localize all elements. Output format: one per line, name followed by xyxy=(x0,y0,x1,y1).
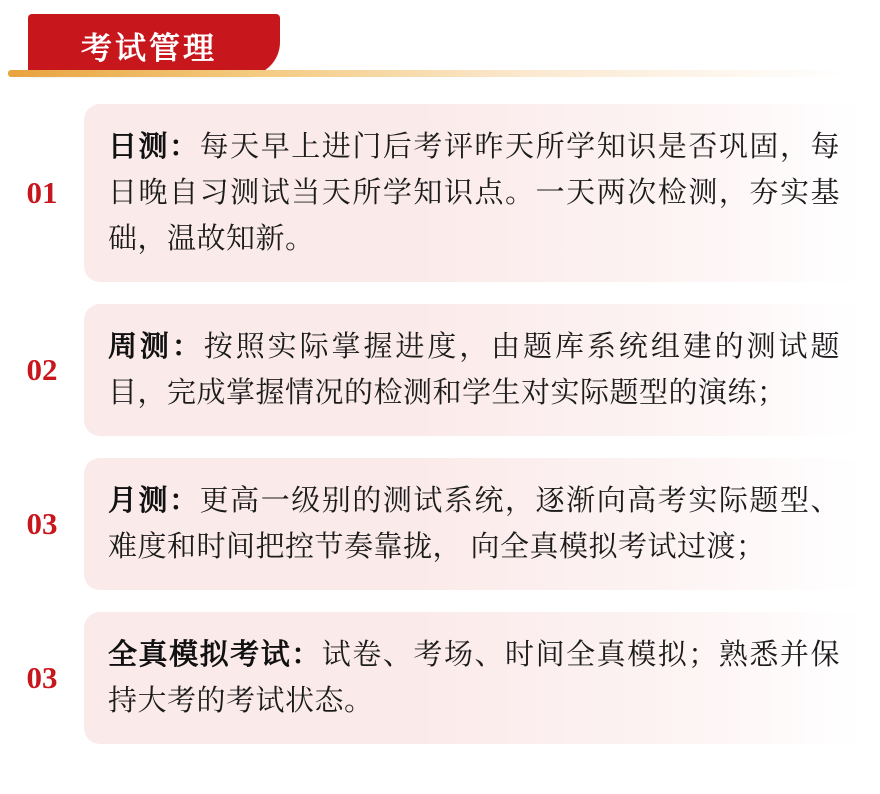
item-text: 试卷、考场、时间全真模拟；熟悉并保持大考的考试状态。 xyxy=(108,639,840,717)
item-list xyxy=(0,104,880,766)
item-number: 01 xyxy=(26,175,58,210)
item-paragraph xyxy=(108,324,840,416)
list-item xyxy=(0,458,880,590)
item-lead: 周测： xyxy=(108,331,204,363)
item-card xyxy=(84,612,862,744)
item-number: 03 xyxy=(26,660,58,695)
item-text: 每天早上进门后考评昨天所学知识是否巩固，每日晚自习测试当天所学知识点。一天两次检测，夯实基础，温故知新。 xyxy=(108,131,840,255)
item-card xyxy=(84,304,862,436)
item-lead: 月测： xyxy=(108,485,200,517)
list-item xyxy=(0,612,880,744)
item-text: 按照实际掌握进度，由题库系统组建的测试题目，完成掌握情况的检测和学生对实际题型的演练； xyxy=(108,331,840,409)
list-item xyxy=(0,104,880,282)
item-paragraph xyxy=(108,124,840,262)
item-paragraph xyxy=(108,478,840,570)
item-text: 更高一级别的测试系统，逐渐向高考实际题型、难度和时间把控节奏靠拢， 向全真模拟考试过渡； xyxy=(108,485,840,563)
header-divider xyxy=(8,70,844,77)
item-number: 03 xyxy=(26,506,58,541)
item-paragraph xyxy=(108,632,840,724)
item-card xyxy=(84,458,862,590)
header xyxy=(28,14,280,76)
item-number: 02 xyxy=(26,352,58,387)
item-lead: 全真模拟考试： xyxy=(108,639,322,671)
item-card xyxy=(84,104,862,282)
list-item xyxy=(0,304,880,436)
page-title: 考试管理 xyxy=(81,30,217,66)
item-lead: 日测： xyxy=(108,131,200,163)
